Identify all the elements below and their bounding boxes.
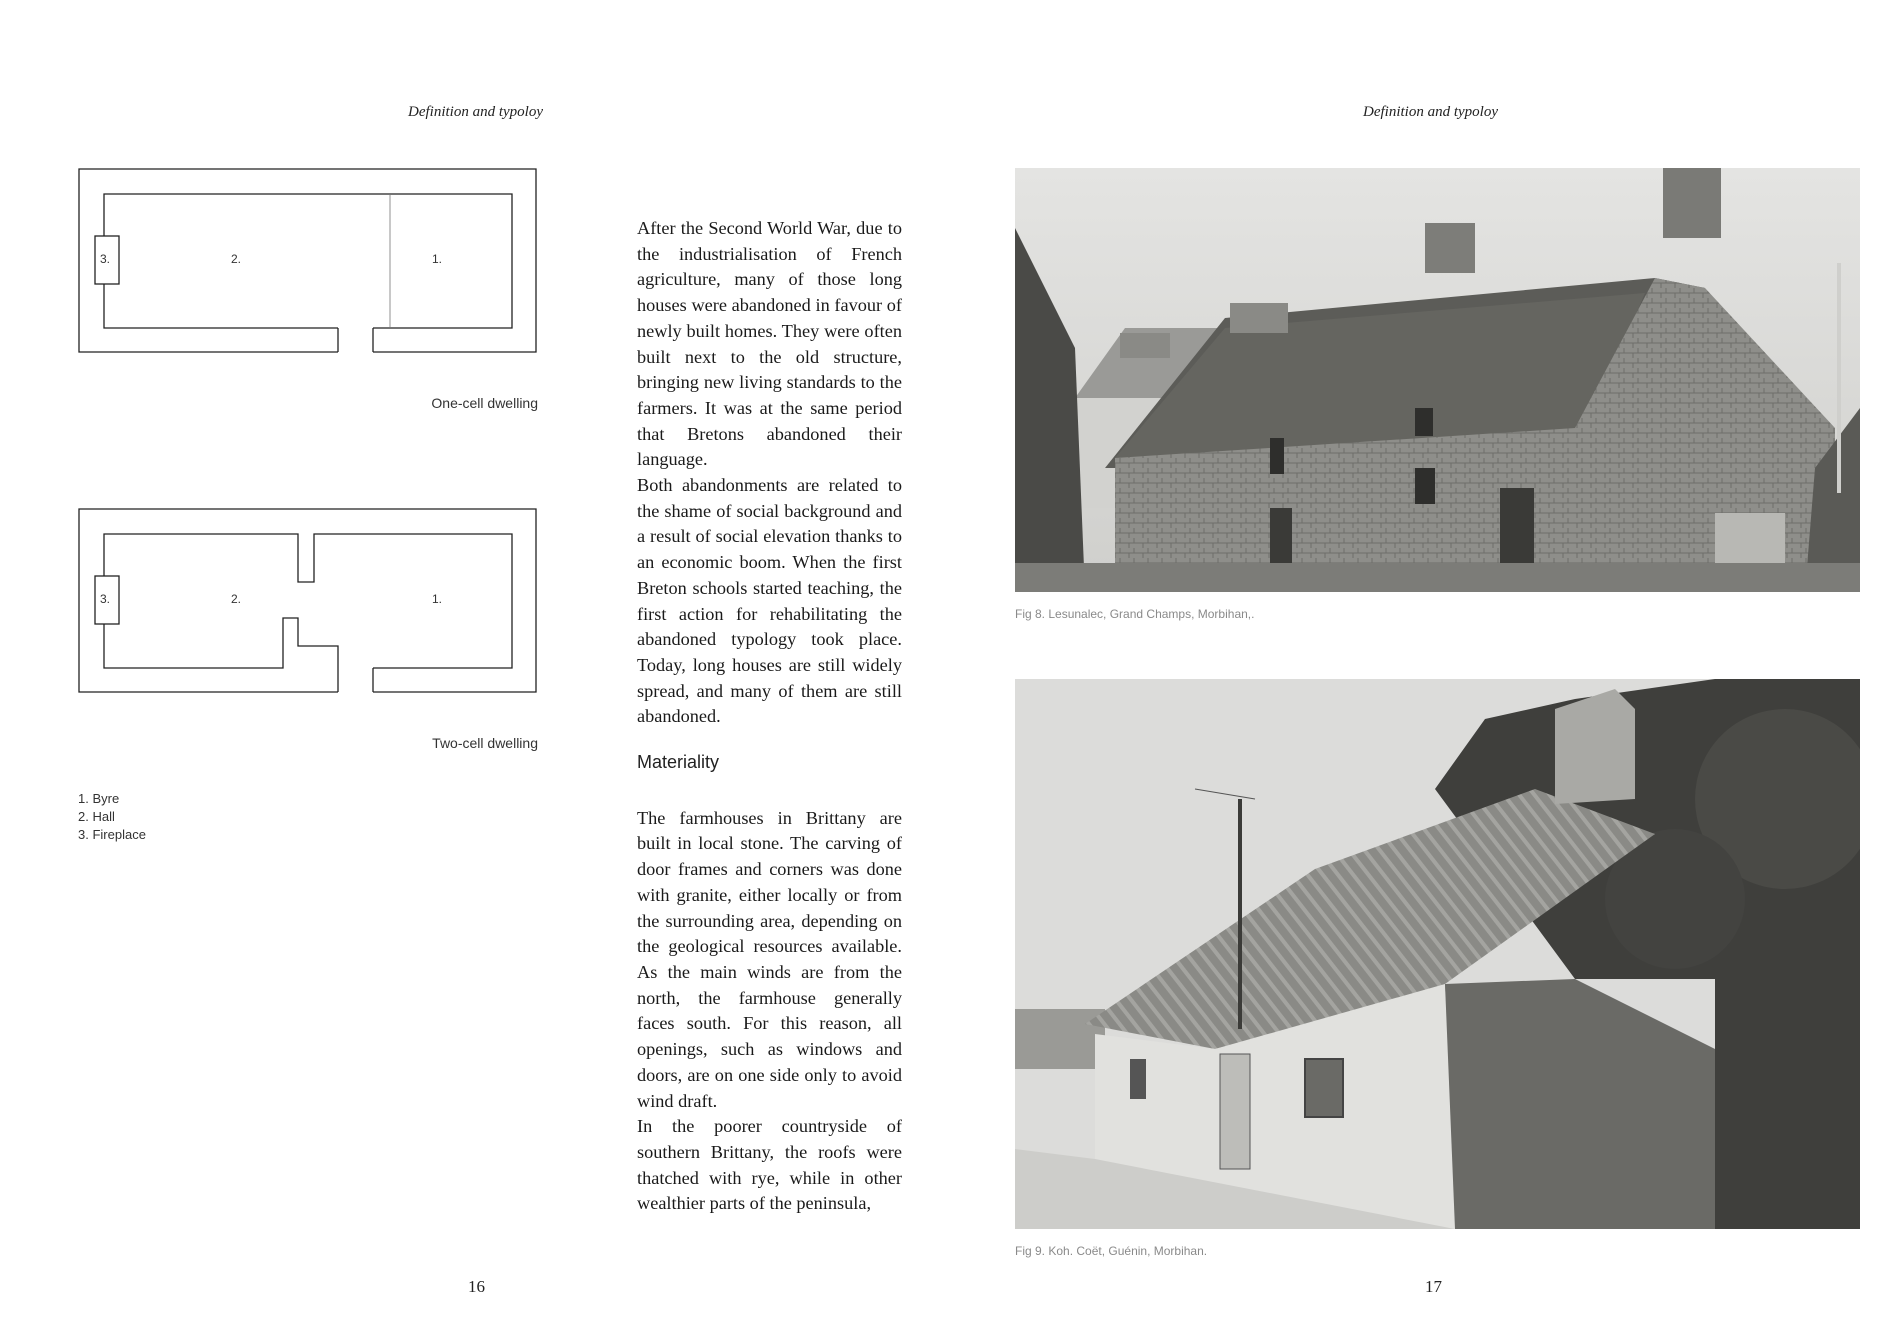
plan-caption: One-cell dwelling (431, 395, 538, 411)
legend-item: 3. Fireplace (78, 827, 146, 842)
fireplace-label: 3. (100, 252, 111, 266)
figure-caption: Fig 9. Koh. Coët, Guénin, Morbihan. (1015, 1244, 1208, 1258)
figure-caption: Fig 8. Lesunalec, Grand Champs, Morbihan,. (1015, 607, 1255, 621)
page-number: 16 (468, 1277, 485, 1296)
paragraph: The farmhouses in Brittany are built in local stone. The carving of door frames and corners was done with granite, either locally or from the surrounding area, depending on the geological resources available. As the main winds are from the north, the farmhouse generally faces south. For this reason, all openings, such as windows and doors, are on one side only to avoid wind draft. (637, 807, 902, 1111)
page-number: 17 (1425, 1277, 1442, 1296)
byre-label: 1. (432, 252, 443, 266)
running-head: Definition and typoloy (1363, 104, 1498, 120)
body-text-column (637, 216, 902, 1217)
two-cell-dwelling-plan (78, 508, 538, 694)
section-heading: Materiality (637, 752, 720, 773)
paragraph: After the Second World War, due to the industrialisation of French agriculture, many of those long houses were abandoned in favour of newly built homes. They were often built next to the old structure, bringing new living standards to the farmers. It was at the same period that Bretons abandoned their language. (637, 218, 902, 470)
photo-corrugated-roof-house (1015, 679, 1860, 1229)
hall-label: 2. (231, 252, 242, 266)
photo-thatched-farmhouse (1015, 168, 1860, 592)
legend-item: 1. Byre (78, 791, 120, 806)
byre-label: 1. (432, 592, 443, 606)
one-cell-dwelling-plan (78, 168, 538, 354)
legend-item: 2. Hall (78, 809, 115, 824)
hall-label: 2. (231, 592, 242, 606)
plan-legend (78, 790, 146, 844)
paragraph: Both abandonments are related to the shame of social background and a result of social elevation thanks to an economic boom. When the first Breton schools started teaching, the first action for rehabilitating the abandoned typology took place. Today, long houses are still widely spread, and many of them are still abandoned. (637, 475, 902, 727)
right-page (950, 0, 1900, 1344)
running-head: Definition and typoloy (408, 104, 543, 120)
plan-caption: Two-cell dwelling (432, 735, 538, 751)
fireplace-label: 3. (100, 592, 111, 606)
paragraph: In the poorer countryside of southern Brittany, the roofs were thatched with rye, while in other wealthier parts of the peninsula, (637, 1116, 902, 1214)
